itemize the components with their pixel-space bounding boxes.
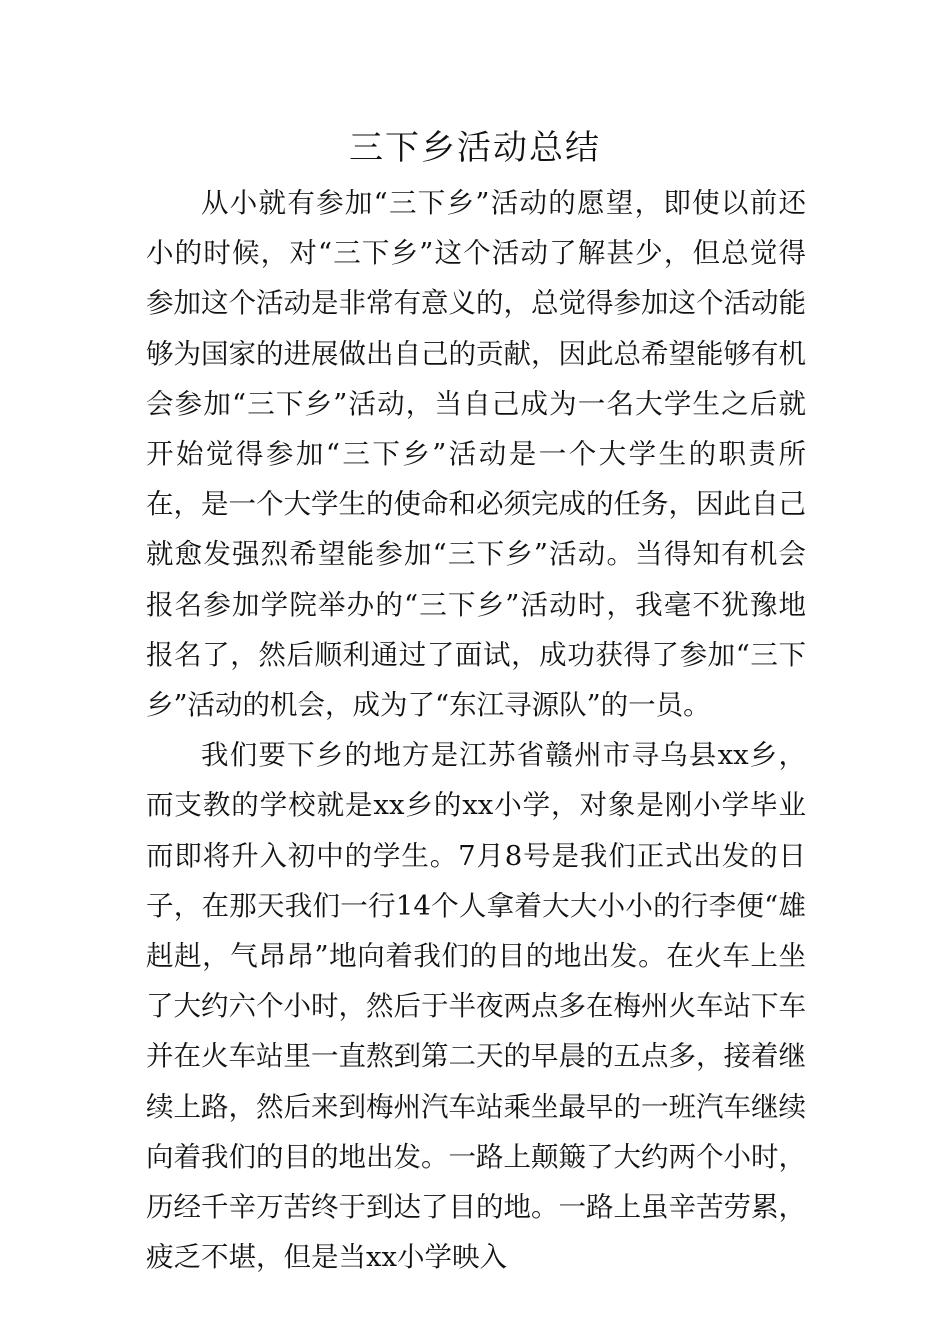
- paragraph-1: 从小就有参加“三下乡”活动的愿望，即使以前还小的时候，对“三下乡”这个活动了解甚少，但总觉得参加这个活动是非常有意义的，总觉得参加这个活动能够为国家的进展做出自己的贡献，因此总希望能够有机会参加“三下乡”活动，当自己成为一名大学生之后就开始觉得参加“三下乡”活动是一个大学生的职责所在，是一个大学生的使命和必须完成的任务，因此自己就愈发强烈希望能参加“三下乡”活动。当得知有机会报名参加学院举办的“三下乡”活动时，我毫不犹豫地报名了，然后顺利通过了面试，成功获得了参加“三下乡”活动的机会，成为了“东江寻源队”的一员。: [146, 187, 806, 722]
- document-title: 三下乡活动总结: [349, 128, 601, 168]
- paragraph-2: 我们要下乡的地方是江苏省赣州市寻乌县xx乡，而支教的学校就是xx乡的xx小学，对象是刚小学毕业而即将升入初中的学生。7月8号是我们正式出发的日子，在那天我们一行14个人拿着大大小小的行李便“雄赳赳，气昂昂”地向着我们的目的地出发。在火车上坐了大约六个小时，然后于半夜两点多在梅州火车站下车并在火车站里一直熬到第二天的早晨的五点多，接着继续上路，然后来到梅州汽车站乘坐最早的一班汽车继续向着我们的目的地出发。一路上颠簸了大约两个小时，历经千辛万苦终于到达了目的地。一路上虽辛苦劳累，疲乏不堪，但是当xx小学映入: [146, 739, 806, 1274]
- document-body: [146, 178, 806, 1282]
